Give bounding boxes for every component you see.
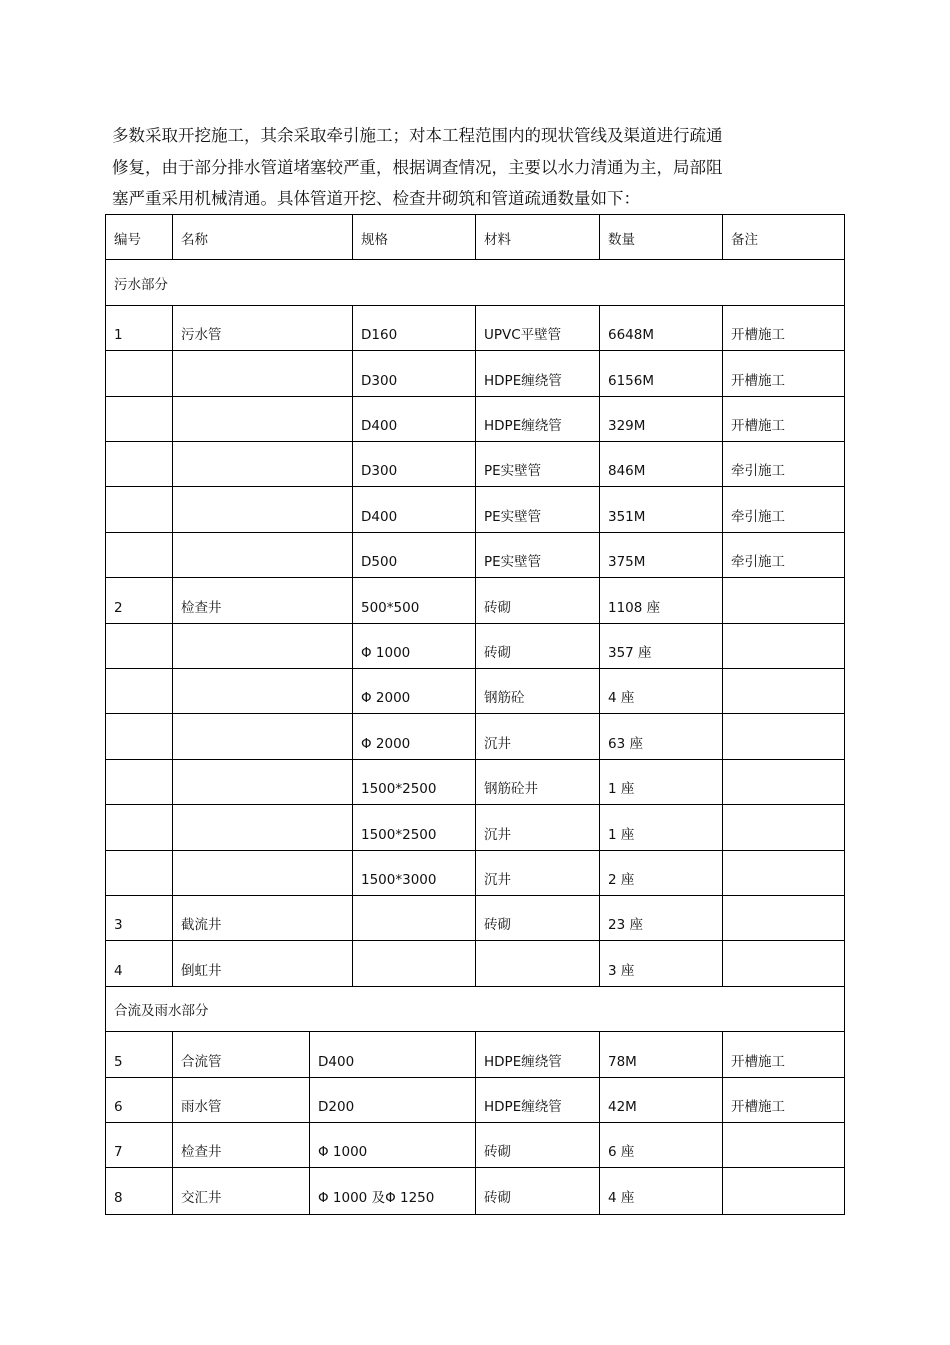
cell-material: 沉井 (475, 805, 599, 850)
header-quantity: 数量 (599, 215, 722, 260)
cell-name: 合流管 (172, 1032, 309, 1077)
cell-number (105, 487, 172, 532)
cell-name: 检查井 (172, 1123, 309, 1168)
table-header-row (105, 214, 845, 260)
intro-paragraph (112, 120, 792, 215)
cell-name: 污水管 (172, 306, 352, 351)
cell-name (172, 397, 352, 442)
table-row (105, 441, 845, 487)
header-material: 材料 (475, 215, 599, 260)
header-name: 名称 (172, 215, 352, 260)
cell-quantity: 78M (599, 1032, 722, 1077)
cell-material: PE实壁管 (475, 487, 599, 532)
cell-spec: D400 (309, 1032, 475, 1077)
cell-quantity: 1 座 (599, 805, 722, 850)
cell-spec: Φ 1000 (352, 624, 475, 669)
cell-spec: 500*500 (352, 578, 475, 623)
cell-number: 4 (105, 941, 172, 986)
cell-remark (722, 896, 845, 941)
cell-quantity: 63 座 (599, 714, 722, 759)
cell-quantity: 4 座 (599, 1168, 722, 1213)
cell-number (105, 351, 172, 396)
cell-material (475, 941, 599, 986)
cell-material: HDPE缠绕管 (475, 1078, 599, 1123)
cell-number (105, 805, 172, 850)
section-row (105, 259, 845, 305)
cell-remark (722, 805, 845, 850)
cell-name: 交汇井 (172, 1168, 309, 1213)
cell-spec (352, 941, 475, 986)
cell-remark (722, 578, 845, 623)
cell-name (172, 669, 352, 714)
cell-number (105, 851, 172, 896)
cell-remark: 开槽施工 (722, 306, 845, 351)
table-row (105, 668, 845, 714)
table-row (105, 804, 845, 850)
cell-material: 沉井 (475, 851, 599, 896)
cell-spec: D400 (352, 487, 475, 532)
cell-quantity: 42M (599, 1078, 722, 1123)
cell-quantity: 846M (599, 442, 722, 487)
cell-quantity: 329M (599, 397, 722, 442)
section-row (105, 986, 845, 1032)
cell-material: 钢筋砼井 (475, 760, 599, 805)
cell-number: 3 (105, 896, 172, 941)
table-row (105, 713, 845, 759)
cell-quantity: 1108 座 (599, 578, 722, 623)
cell-quantity: 6648M (599, 306, 722, 351)
cell-remark: 牵引施工 (722, 487, 845, 532)
cell-material: HDPE缠绕管 (475, 351, 599, 396)
cell-number (105, 669, 172, 714)
cell-number (105, 714, 172, 759)
cell-spec: 1500*2500 (352, 760, 475, 805)
cell-spec: Φ 2000 (352, 714, 475, 759)
cell-name: 倒虹井 (172, 941, 352, 986)
cell-remark (722, 669, 845, 714)
cell-quantity: 375M (599, 533, 722, 578)
cell-material: PE实壁管 (475, 533, 599, 578)
cell-number: 7 (105, 1123, 172, 1168)
cell-name (172, 760, 352, 805)
cell-remark: 开槽施工 (722, 1078, 845, 1123)
cell-quantity: 357 座 (599, 624, 722, 669)
cell-spec: D400 (352, 397, 475, 442)
cell-spec: D500 (352, 533, 475, 578)
cell-spec: D300 (352, 351, 475, 396)
cell-remark (722, 1123, 845, 1168)
table-row (105, 532, 845, 578)
cell-name (172, 805, 352, 850)
cell-remark: 开槽施工 (722, 1032, 845, 1077)
cell-spec: D200 (309, 1078, 475, 1123)
cell-remark: 牵引施工 (722, 533, 845, 578)
cell-material: PE实壁管 (475, 442, 599, 487)
cell-number (105, 442, 172, 487)
cell-material: 砖砌 (475, 896, 599, 941)
cell-remark: 开槽施工 (722, 351, 845, 396)
cell-quantity: 351M (599, 487, 722, 532)
intro-line: 修复，由于部分排水管道堵塞较严重，根据调查情况，主要以水力清通为主，局部阻 (112, 157, 723, 177)
cell-material: 砖砌 (475, 578, 599, 623)
cell-spec: Φ 1000 (309, 1123, 475, 1168)
cell-quantity: 1 座 (599, 760, 722, 805)
table-row (105, 759, 845, 805)
intro-line: 塞严重采用机械清通。具体管道开挖、检查井砌筑和管道疏通数量如下： (112, 189, 640, 208)
cell-material: UPVC平壁管 (475, 306, 599, 351)
cell-material: HDPE缠绕管 (475, 1032, 599, 1077)
cell-name (172, 851, 352, 896)
table-row (105, 1031, 845, 1077)
header-number: 编号 (105, 215, 172, 260)
cell-number (105, 760, 172, 805)
table-row (105, 940, 845, 986)
cell-name (172, 487, 352, 532)
cell-quantity: 23 座 (599, 896, 722, 941)
cell-remark: 牵引施工 (722, 442, 845, 487)
table-row (105, 623, 845, 669)
cell-material: 砖砌 (475, 624, 599, 669)
header-spec: 规格 (352, 215, 475, 260)
cell-number: 8 (105, 1168, 172, 1213)
cell-quantity: 6 座 (599, 1123, 722, 1168)
cell-remark (722, 714, 845, 759)
header-remark: 备注 (722, 215, 845, 260)
cell-remark (722, 760, 845, 805)
cell-number (105, 533, 172, 578)
cell-number: 2 (105, 578, 172, 623)
cell-spec (352, 896, 475, 941)
cell-spec: 1500*2500 (352, 805, 475, 850)
cell-quantity: 6156M (599, 351, 722, 396)
cell-spec: D300 (352, 442, 475, 487)
table-row (105, 850, 845, 896)
cell-quantity: 3 座 (599, 941, 722, 986)
cell-name (172, 714, 352, 759)
cell-remark (722, 1168, 845, 1213)
cell-name (172, 442, 352, 487)
cell-remark (722, 941, 845, 986)
cell-spec: Φ 2000 (352, 669, 475, 714)
cell-number: 1 (105, 306, 172, 351)
intro-line: 多数采取开挖施工，其余采取牵引施工；对本工程范围内的现状管线及渠道进行疏通 (112, 126, 723, 145)
cell-name (172, 351, 352, 396)
cell-name: 检查井 (172, 578, 352, 623)
table-row (105, 350, 845, 396)
cell-spec: D160 (352, 306, 475, 351)
section-title: 污水部分 (105, 260, 845, 305)
table-row (105, 1167, 845, 1214)
cell-name: 雨水管 (172, 1078, 309, 1123)
cell-material: 砖砌 (475, 1123, 599, 1168)
cell-spec: Φ 1000 及Φ 1250 (309, 1168, 475, 1213)
cell-remark: 开槽施工 (722, 397, 845, 442)
cell-material: HDPE缠绕管 (475, 397, 599, 442)
table-row (105, 305, 845, 351)
table-row (105, 577, 845, 623)
cell-number: 5 (105, 1032, 172, 1077)
table-row (105, 1122, 845, 1168)
cell-material: 沉井 (475, 714, 599, 759)
cell-material: 钢筋砼 (475, 669, 599, 714)
section-title: 合流及雨水部分 (105, 987, 845, 1032)
cell-name (172, 533, 352, 578)
table-row (105, 396, 845, 442)
quantity-table (105, 214, 845, 1213)
cell-material: 砖砌 (475, 1168, 599, 1213)
table-row (105, 486, 845, 532)
cell-remark (722, 624, 845, 669)
cell-quantity: 2 座 (599, 851, 722, 896)
cell-number: 6 (105, 1078, 172, 1123)
table-row (105, 895, 845, 941)
cell-remark (722, 851, 845, 896)
table-row (105, 1077, 845, 1123)
cell-number (105, 624, 172, 669)
cell-quantity: 4 座 (599, 669, 722, 714)
cell-name: 截流井 (172, 896, 352, 941)
cell-number (105, 397, 172, 442)
cell-name (172, 624, 352, 669)
cell-spec: 1500*3000 (352, 851, 475, 896)
